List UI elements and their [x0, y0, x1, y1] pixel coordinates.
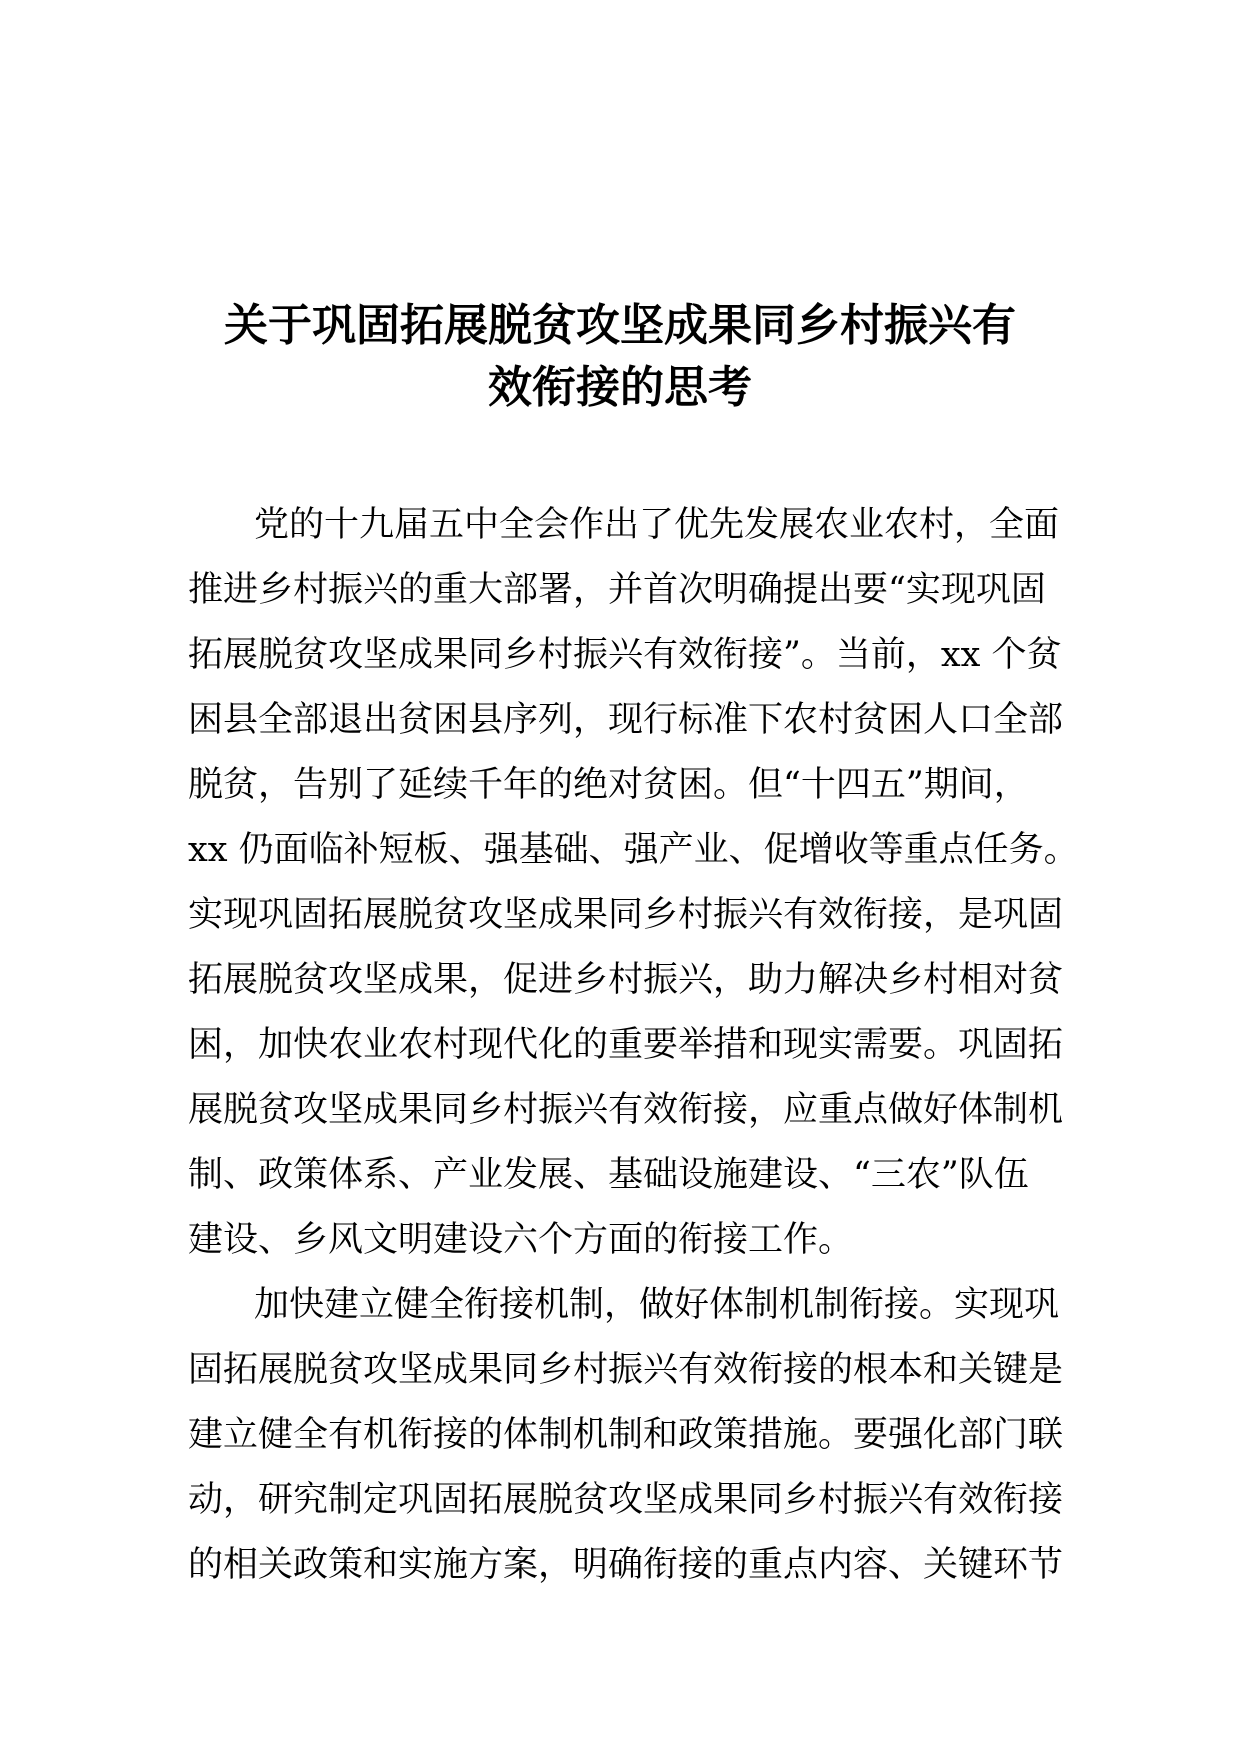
paragraph-line: 拓展脱贫攻坚成果，促进乡村振兴，助力解决乡村相对贫	[188, 960, 1064, 1000]
paragraph-line: 脱贫，告别了延续千年的绝对贫困。但“十四五”期间，	[188, 765, 1029, 805]
paragraph-line: 制、政策体系、产业发展、基础设施建设、“三农”队伍	[188, 1155, 1029, 1195]
paragraph-line: 固拓展脱贫攻坚成果同乡村振兴有效衔接的根本和关键是	[188, 1350, 1064, 1390]
paragraph-line: 动，研究制定巩固拓展脱贫攻坚成果同乡村振兴有效衔接	[188, 1480, 1064, 1520]
title-line: 效衔接的思考	[488, 362, 752, 413]
paragraph-line: 党的十九届五中全会作出了优先发展农业农村，全面	[254, 505, 1060, 545]
body-paragraph	[188, 493, 1079, 1273]
paragraph-line: 困，加快农业农村现代化的重要举措和现实需要。巩固拓	[188, 1025, 1064, 1065]
paragraph-line: 拓展脱贫攻坚成果同乡村振兴有效衔接”。当前，xx 个贫	[188, 635, 1062, 675]
paragraph-line: xx 仍面临补短板、强基础、强产业、促增收等重点任务。	[188, 830, 1079, 870]
paragraph-line: 建立健全有机衔接的体制机制和政策措施。要强化部门联	[188, 1415, 1064, 1455]
paragraph-line: 加快建立健全衔接机制，做好体制机制衔接。实现巩	[254, 1285, 1060, 1325]
title-line: 关于巩固拓展脱贫攻坚成果同乡村振兴有	[224, 300, 1016, 351]
paragraph-line: 推进乡村振兴的重大部署，并首次明确提出要“实现巩固	[188, 570, 1046, 610]
paragraph-line: 的相关政策和实施方案，明确衔接的重点内容、关键环节	[188, 1545, 1064, 1585]
body-paragraph	[188, 1273, 1068, 1598]
paragraph-line: 展脱贫攻坚成果同乡村振兴有效衔接，应重点做好体制机	[188, 1090, 1064, 1130]
document-title	[180, 295, 1060, 419]
paragraph-line: 建设、乡风文明建设六个方面的衔接工作。	[188, 1220, 854, 1260]
paragraph-line: 困县全部退出贫困县序列，现行标准下农村贫困人口全部	[188, 700, 1064, 740]
paragraph-line: 实现巩固拓展脱贫攻坚成果同乡村振兴有效衔接，是巩固	[188, 895, 1064, 935]
